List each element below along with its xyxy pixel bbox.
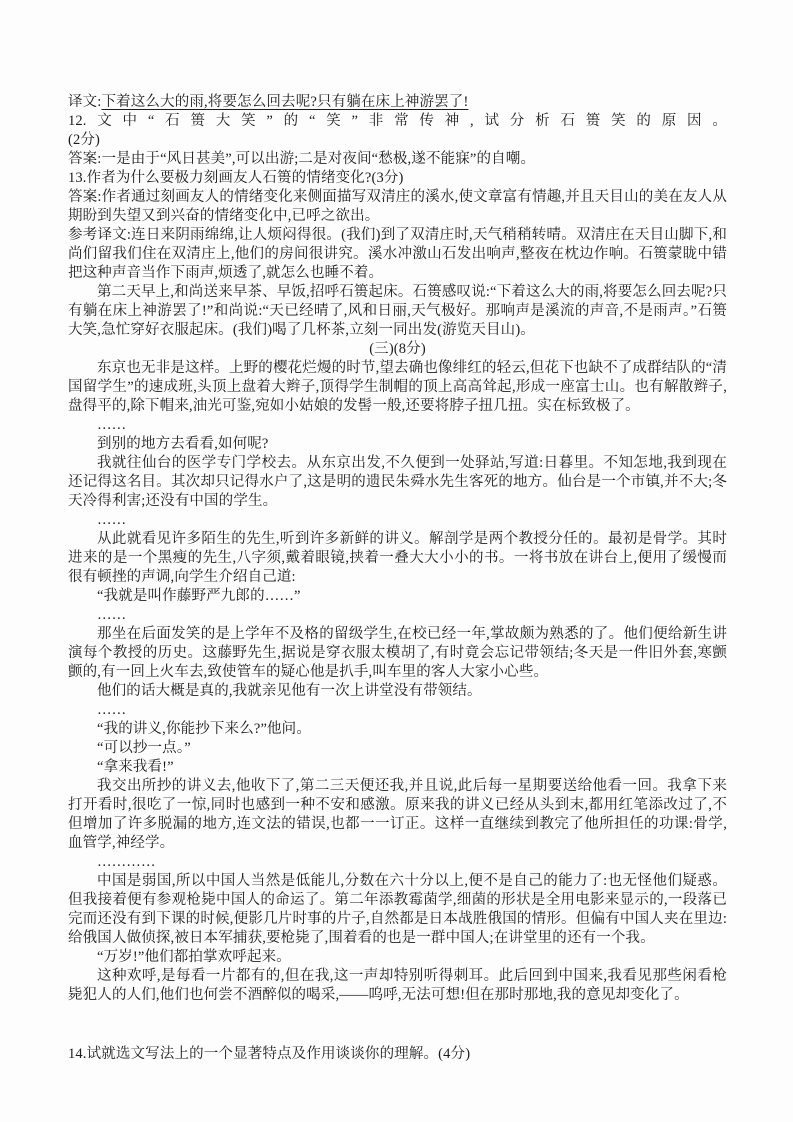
passage-quote: “我的讲义,你能抄下来么?”他问。 bbox=[97, 721, 311, 737]
reference-translation-continued: 第二天早上,和尚送来早茶、早饭,招呼石篑起床。石篑感叹说:“下着这么大的雨,将要怎么回去呢?只有躺在床上神游罢了!”和尚说:“天已经晴了,风和日丽,天气极好。那响声是溪流的声音,不是雨声。”石篑大笑,急忙穿好衣服起床。(我们)喝了几杯茶,立刻一同出发(游览天目山)。 bbox=[68, 284, 727, 338]
passage-paragraph-notes: 我交出所抄的讲义去,他收下了,第二三天便还我,并且说,此后每一星期要送给他看一回。我拿下来打开看时,很吃了一惊,同时也感到一种不安和感激。原来我的讲义已经从头到末,都用红笔添改过了,不但增加了许多脱漏的地方,连文法的错误,也都一一订正。这样一直继续到教完了他所担任的功课:骨学,血管学,神经学。 bbox=[68, 778, 727, 851]
translation-line bbox=[68, 93, 727, 112]
translation-label: 译文: bbox=[68, 94, 102, 110]
reference-translation: 参考译文:连日来阴雨绵绵,让人烦闷得很。(我们)到了双清庄时,天气稍稍转晴。双清庄在天目山脚下,和尚们留我们住在双清庄上,他们的房间很讲究。溪水冲激山石发出响声,整夜在枕边作响。石篑蒙眬中错把这种声音当作下雨声,烦透了,就怎么也睡不着。 bbox=[68, 227, 727, 281]
passage-paragraph-cheer: 这种欢呼,是每看一片都有的,但在我,这一声却特别听得刺耳。此后回到中国来,我看见那些闲看枪毙犯人的人们,他们也何尝不酒醉似的喝采,——呜呼,无法可想!但在那时那地,我的意见却变化了。 bbox=[68, 968, 727, 1003]
question-13: 13.作者为什么要极力刻画友人石篑的情绪变化?(3分) bbox=[68, 170, 404, 186]
question-12: 12.文中“石篑大笑”的“笑”非常传神,试分析石篑笑的原因。 bbox=[68, 113, 727, 129]
question-14: 14.试就选文写法上的一个显著特点及作用谈谈你的理解。(4分) bbox=[68, 1046, 471, 1062]
ellipsis-line: …… bbox=[97, 417, 127, 433]
passage-quote: “我就是叫作藤野严九郎的……” bbox=[97, 588, 301, 604]
ellipsis-line: …… bbox=[97, 702, 127, 718]
answer-12: 答案:一是由于“风日甚美”,可以出游;二是对夜间“愁极,遂不能寐”的自嘲。 bbox=[68, 151, 536, 167]
ellipsis-line-long: ………… bbox=[97, 854, 156, 870]
spacer bbox=[68, 1005, 727, 1045]
passage-paragraph-sendai: 我就往仙台的医学专门学校去。从东京出发,不久便到一处驿站,写道:日暮里。不知怎地,我到现在还记得这名目。其次却只记得水户了,这是明的遗民朱舜水先生客死的地方。仙台是一个市镇,并不大;冬天冷得利害;还没有中国的学生。 bbox=[68, 455, 727, 509]
passage-quote: “万岁!”他们都拍掌欢呼起来。 bbox=[97, 949, 291, 965]
passage-paragraph-film: 中国是弱国,所以中国人当然是低能儿,分数在六十分以上,便不是自己的能力了:也无怪他们疑惑。但我接着便有参观枪毙中国人的命运了。第二年添教霉菌学,细菌的形状是全用电影来显示的,一段落已完而还没有到下课的时候,便影几片时事的片子,自然都是日本战胜俄国的情形。但偏有中国人夹在里边:给俄国人做侦探,被日本军捕获,要枪毙了,围着看的也是一群中国人;在讲堂里的还有一个我。 bbox=[68, 873, 727, 946]
passage-paragraph-students: 那坐在后面发笑的是上学年不及格的留级学生,在校已经一年,掌故颇为熟悉的了。他们便给新生讲演每个教授的历史。这藤野先生,据说是穿衣服太模胡了,有时竟会忘记带领结;冬天是一件旧外套,寒颤颤的,有一回上火车去,致使管车的疑心他是扒手,叫车里的客人大家小心些。 bbox=[68, 626, 727, 680]
passage-quote: “拿来我看!” bbox=[97, 759, 174, 775]
passage-quote: “可以抄一点。” bbox=[97, 740, 191, 756]
passage-paragraph-lecture: 从此就看见许多陌生的先生,听到许多新鲜的讲义。解剖学是两个教授分任的。最初是骨学。其时进来的是一个黑瘦的先生,八字须,戴着眼镜,挟着一叠大大小小的书。一将书放在讲台上,便用了缓慢而很有顿挫的声调,向学生介绍自己道: bbox=[68, 531, 727, 585]
passage-paragraph: 他们的话大概是真的,我就亲见他有一次上讲堂没有带领结。 bbox=[97, 683, 482, 699]
section-3-heading: (三)(8分) bbox=[369, 341, 426, 357]
passage-paragraph-tokyo: 东京也无非是这样。上野的樱花烂熳的时节,望去确也像绯红的轻云,但花下也缺不了成群结队的“清国留学生”的速成班,头顶上盘着大辫子,顶得学生制帽的顶上高高耸起,形成一座富士山。也有解散辫子,盘得平的,除下帽来,油光可鉴,宛如小姑娘的发髻一般,还要将脖子扭几扭。实在标致极了。 bbox=[68, 360, 727, 414]
question-12-score: (2分) bbox=[68, 132, 101, 148]
document-body bbox=[68, 93, 727, 1064]
ellipsis-line: …… bbox=[97, 512, 127, 528]
underlined-translation-text: 下着这么大的雨,将要怎么回去呢?只有躺在床上神游罢了! bbox=[101, 94, 469, 110]
answer-13: 答案:作者通过刻画友人的情绪变化来侧面描写双清庄的溪水,使文章富有情趣,并且天目山的美在友人从期盼到失望又到兴奋的情绪变化中,已呼之欲出。 bbox=[68, 189, 727, 224]
ellipsis-line: …… bbox=[97, 607, 127, 623]
passage-paragraph: 到别的地方去看看,如何呢? bbox=[97, 436, 269, 452]
